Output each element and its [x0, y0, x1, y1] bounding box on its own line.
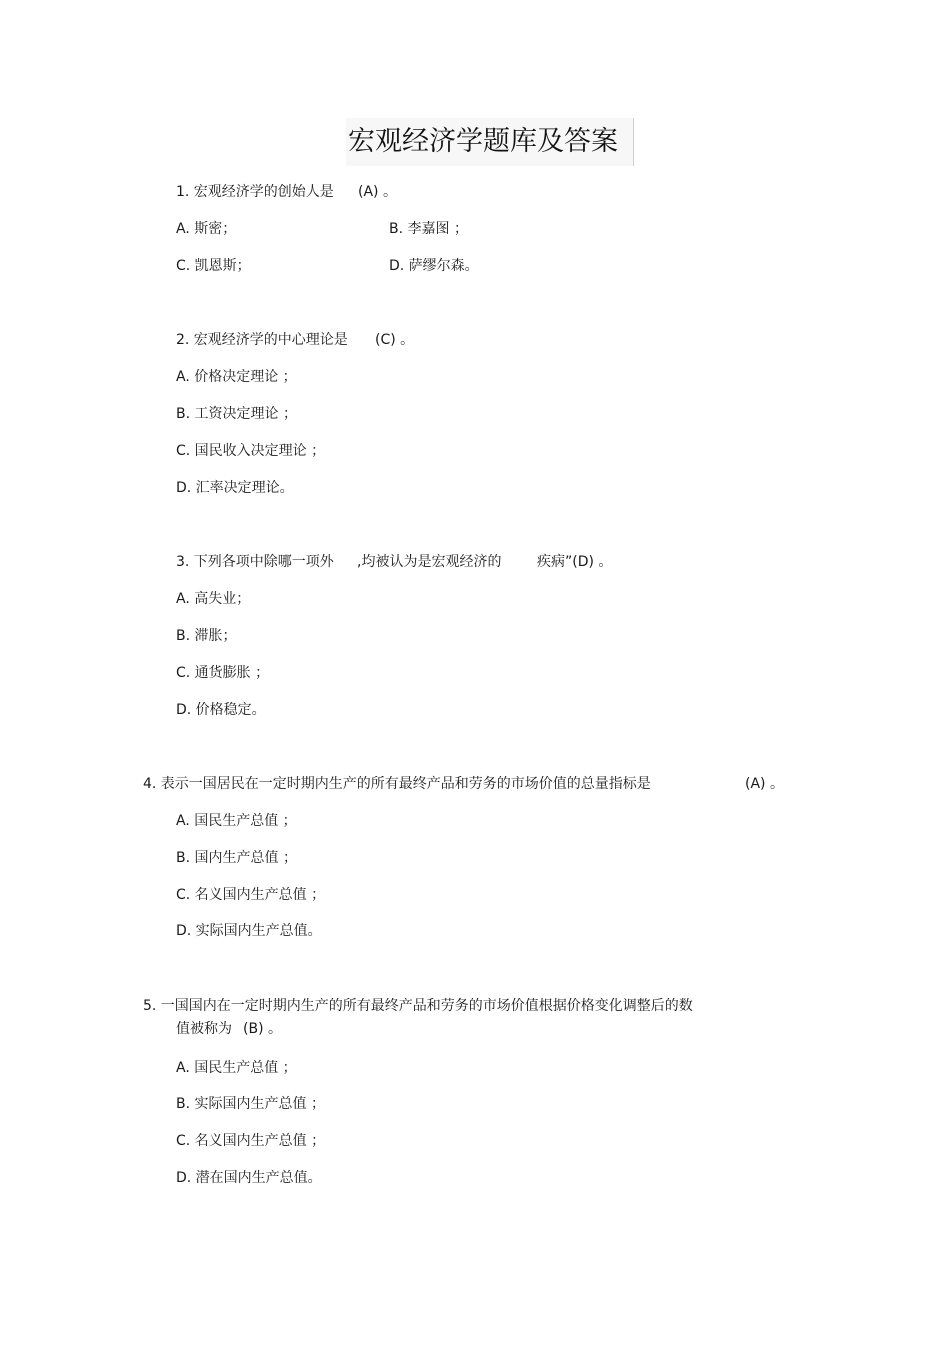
question-3-option-b: B. 滞胀；: [176, 628, 237, 644]
question-2-option-a: A. 价格决定理论 ；: [176, 369, 297, 385]
question-5-stem: 5. 一国国内在一定时期内生产的所有最终产品和劳务的市场价值根据价格变化调整后的数: [143, 998, 693, 1014]
question-5-option-c: C. 名义国内生产总值 ；: [176, 1133, 326, 1149]
question-5-answer: (B) 。: [243, 1021, 282, 1037]
question-4-stem: 4. 表示一国居民在一定时期内生产的所有最终产品和劳务的市场价值的总量指标是: [143, 776, 651, 792]
question-4-option-a: A. 国民生产总值 ；: [176, 813, 297, 829]
question-1-option-b: B. 李嘉图 ；: [389, 221, 468, 237]
question-2-answer: (C) 。: [375, 332, 415, 348]
question-1-option-d: D. 萨缪尔森。: [389, 258, 479, 274]
question-5-option-d: D. 潜在国内生产总值。: [176, 1170, 322, 1186]
question-2-option-c: C. 国民收入决定理论 ；: [176, 443, 326, 459]
question-5-option-a: A. 国民生产总值 ；: [176, 1060, 297, 1076]
question-4-answer: (A) 。: [745, 776, 784, 792]
question-3-option-d: D. 价格稳定。: [176, 702, 266, 718]
document-title: 宏观经济学题库及答案: [346, 118, 634, 166]
question-2-option-b: B. 工资决定理论 ；: [176, 406, 297, 422]
question-1-stem: 1. 宏观经济学的创始人是: [176, 184, 334, 200]
question-4-option-d: D. 实际国内生产总值。: [176, 923, 322, 939]
question-3-answer: 疾病”(D) 。: [537, 554, 613, 570]
question-3-stem-continued: ,均被认为是宏观经济的: [357, 554, 502, 570]
question-3-stem: 3. 下列各项中除哪一项外: [176, 554, 334, 570]
question-5-option-b: B. 实际国内生产总值 ；: [176, 1096, 325, 1112]
question-5-stem-continued: 值被称为: [176, 1021, 232, 1037]
question-1-option-c: C. 凯恩斯；: [176, 258, 251, 274]
question-4-option-b: B. 国内生产总值 ；: [176, 850, 297, 866]
question-3-option-c: C. 通货膨胀 ；: [176, 665, 270, 681]
question-4-option-c: C. 名义国内生产总值 ；: [176, 887, 326, 903]
question-1-option-a: A. 斯密；: [176, 221, 237, 237]
question-3-option-a: A. 高失业；: [176, 591, 251, 607]
question-2-option-d: D. 汇率决定理论。: [176, 480, 294, 496]
question-1-answer: (A) 。: [358, 184, 397, 200]
question-2-stem: 2. 宏观经济学的中心理论是: [176, 332, 348, 348]
